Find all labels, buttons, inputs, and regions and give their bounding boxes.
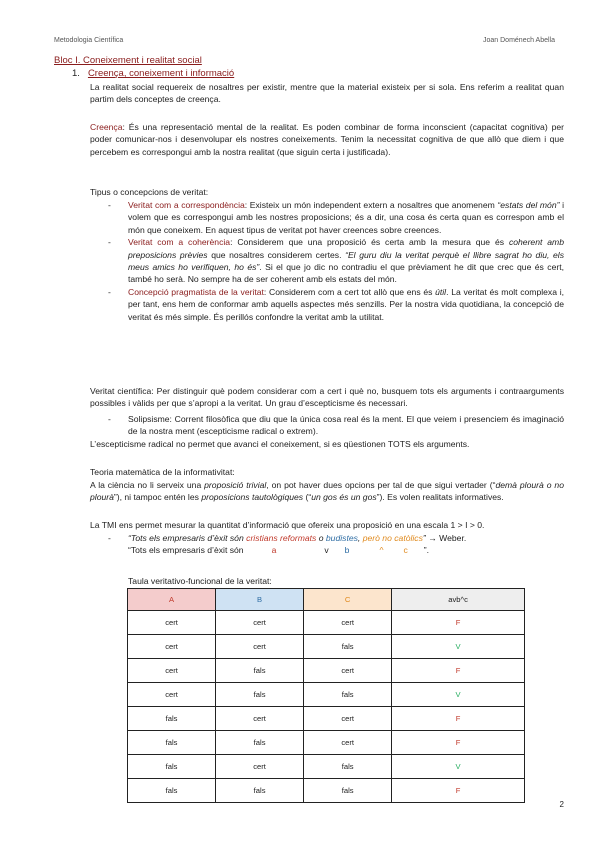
text: (“ — [303, 492, 312, 503]
text: . La veritat és molt complexa i, per tant, ens hem de conformar amb aquells aspectes més senzills. Per la nostra vida quotidiana, la concepció de veritat és més simple. És perillós confondre la veritat amb la utilitat. — [128, 286, 564, 322]
emph-text: proposició trivial — [204, 480, 267, 490]
symbol-caret: ^ — [379, 545, 384, 556]
section-title: Creença, coneixement i informació — [87, 68, 235, 79]
result-cell: V — [392, 635, 525, 659]
tmi-paragraph: La TMI ens permet mesurar la quantitat d’informació que ofereix una proposició en una escala 1 > I > 0. — [90, 520, 485, 530]
creenca-paragraph — [90, 121, 564, 158]
tipus-term: Veritat com a coherència — [128, 237, 231, 248]
header-right: Joan Doménech Abella — [483, 37, 555, 44]
creenca-term: Creença — [90, 122, 123, 132]
table-cell: cert — [216, 635, 304, 659]
table-cell: cert — [128, 683, 216, 707]
table-cell: cert — [128, 611, 216, 635]
table-row — [128, 611, 525, 635]
table-cell: fals — [304, 635, 392, 659]
section-number: 1. — [72, 68, 80, 79]
text: . Si el que jo dic no contradiu el que prèviament he dit que crec que és cert, també ho serà. No sempre ha de ser coherent amb els estats del món. — [128, 262, 564, 285]
text: i volem que es correspongui amb les nostres proposicions; és a dir, una cosa és certa quan es correspon amb el món que coneixem. En aquest tipus de veritat pot haver creences sobre creences. — [128, 200, 564, 235]
table-cell: fals — [216, 731, 304, 755]
column-header: A — [128, 589, 216, 611]
red-text: cristians reformats — [246, 533, 317, 543]
table-cell: cert — [304, 611, 392, 635]
emph-text: “El guru diu la veritat perquè el llibre sagrat ho diu, els meus amics ho verifiquen, ho és” — [128, 249, 564, 273]
table-cell: cert — [216, 755, 304, 779]
orange-text: però no catòlics — [362, 533, 423, 543]
text: , on pot haver dues opcions per tal de que sigui vertader (“ — [266, 480, 496, 490]
text: A la ciència no li serveix una — [90, 480, 205, 490]
example-2 — [108, 544, 564, 556]
list-item: - Solipsisme: Corrent filosòfica que diu que la única cosa real és la ment. El que veiem i presenciem és imaginació de la nostra ment (escepticisme radical o extrem). — [108, 413, 564, 438]
table-cell: fals — [128, 731, 216, 755]
text: : Considerem que una proposició és certa amb la mesura que és — [230, 237, 509, 248]
page-number: 2 — [559, 800, 564, 809]
table-cell: fals — [128, 755, 216, 779]
result-cell: F — [392, 659, 525, 683]
table-cell: cert — [216, 611, 304, 635]
blue-text: budistes — [325, 533, 358, 543]
table-cell: cert — [128, 635, 216, 659]
emph-text: proposicions tautològiques — [201, 492, 304, 503]
cientifica-paragraph: Veritat científica: Per distinguir què podem considerar com a cert i què no, busquem tots els arguments i contraarguments possibles i vàlids per que s’apropi a la veritat. Un grau d’escepticisme és necessari. — [90, 386, 564, 409]
table-cell: fals — [304, 755, 392, 779]
text: ”), ni tampoc entén les — [113, 492, 202, 503]
solipsisme-list — [108, 413, 564, 438]
result-cell: V — [392, 683, 525, 707]
examples-list — [108, 532, 564, 557]
text: ” — [422, 533, 426, 543]
text: o — [316, 533, 326, 543]
text: → Weber. — [425, 533, 467, 543]
table-cell: fals — [216, 659, 304, 683]
tipus-heading: Tipus o concepcions de veritat: — [90, 187, 209, 197]
text: , — [357, 533, 363, 543]
emph-text: demà plourà o no plourà — [90, 480, 564, 503]
table-cell: fals — [128, 779, 216, 803]
table-cell: cert — [304, 659, 392, 683]
creenca-text: : És una representació mental de la realitat. Es poden combinar de forma inconscient (capacitat cognitiva) per poder comunicar-nos i desenvolupar els nostres coneixements. Tenim la necessitat cognitiva de que allò que diem i que percebem es correspongui amb la nostra realitat (que siguin certa i justificada). — [90, 122, 564, 157]
text: “Tots els empresaris d’èxit són — [128, 545, 244, 556]
table-cell: fals — [304, 683, 392, 707]
table-cell: fals — [304, 779, 392, 803]
text: : Considerem com a cert tot allò que ens és — [263, 286, 436, 297]
list-item — [108, 286, 564, 323]
list-item — [108, 199, 564, 236]
intro-paragraph: La realitat social requereix de nosaltres per existir, mentre que la material existeix per si sola. Ens referim a realitat quan partim dels conceptes de creença. — [90, 82, 564, 105]
text: que nosaltres considerem certes. — [207, 249, 346, 260]
text: ”). Es volen realitats informatives. — [376, 492, 504, 503]
bloc-title: Bloc I. Coneixement i realitat social — [54, 55, 202, 66]
section-heading — [72, 68, 234, 79]
symbol-v: v — [324, 545, 329, 556]
header-left: Metodologia Científica — [54, 37, 124, 44]
text: ”. — [423, 545, 430, 556]
table-cell: cert — [128, 659, 216, 683]
escepticisme-paragraph: L’escepticisme radical no permet que avanci el coneixement, si es qüestionen TOTS els arguments. — [90, 439, 470, 449]
emph-text: útil — [435, 286, 447, 297]
table-cell: cert — [304, 731, 392, 755]
result-cell: F — [392, 611, 525, 635]
table-row — [128, 683, 525, 707]
column-header: avb^c — [392, 589, 525, 611]
truth-table — [127, 588, 525, 803]
table-row — [128, 635, 525, 659]
tipus-list — [108, 199, 564, 323]
table-row — [128, 755, 525, 779]
table-cell: cert — [304, 707, 392, 731]
result-cell: F — [392, 731, 525, 755]
column-header: B — [216, 589, 304, 611]
list-item — [108, 236, 564, 286]
emph-text: un gos és un gos — [311, 492, 377, 503]
teoria-paragraph — [90, 479, 564, 504]
emph-text: coherent amb preposicions prèvies — [128, 237, 564, 260]
text: : Existeix un món independent extern a nosaltres que anomenem — [244, 200, 498, 210]
table-cell: fals — [216, 683, 304, 707]
symbol-c: c — [403, 545, 408, 556]
teoria-heading: Teoria matemàtica de la informativitat: — [90, 467, 235, 477]
column-header: C — [304, 589, 392, 611]
table-header-row — [128, 589, 525, 611]
result-cell: V — [392, 755, 525, 779]
tipus-term: Concepció pragmatista de la veritat — [128, 286, 264, 297]
emph-text: “estats del món” — [497, 200, 560, 210]
table-cell: fals — [128, 707, 216, 731]
result-cell: F — [392, 707, 525, 731]
table-cell: fals — [216, 779, 304, 803]
symbol-b: b — [344, 545, 350, 556]
example-1 — [108, 532, 564, 544]
result-cell: F — [392, 779, 525, 803]
table-row — [128, 659, 525, 683]
table-caption: Taula veritativo-funcional de la veritat: — [128, 576, 272, 586]
table-row — [128, 731, 525, 755]
tipus-term: Veritat com a correspondència — [128, 200, 245, 210]
table-cell: cert — [216, 707, 304, 731]
table-row — [128, 707, 525, 731]
text: “Tots els empresaris d’èxit són — [128, 533, 247, 543]
symbol-a: a — [271, 545, 277, 556]
table-row — [128, 779, 525, 803]
